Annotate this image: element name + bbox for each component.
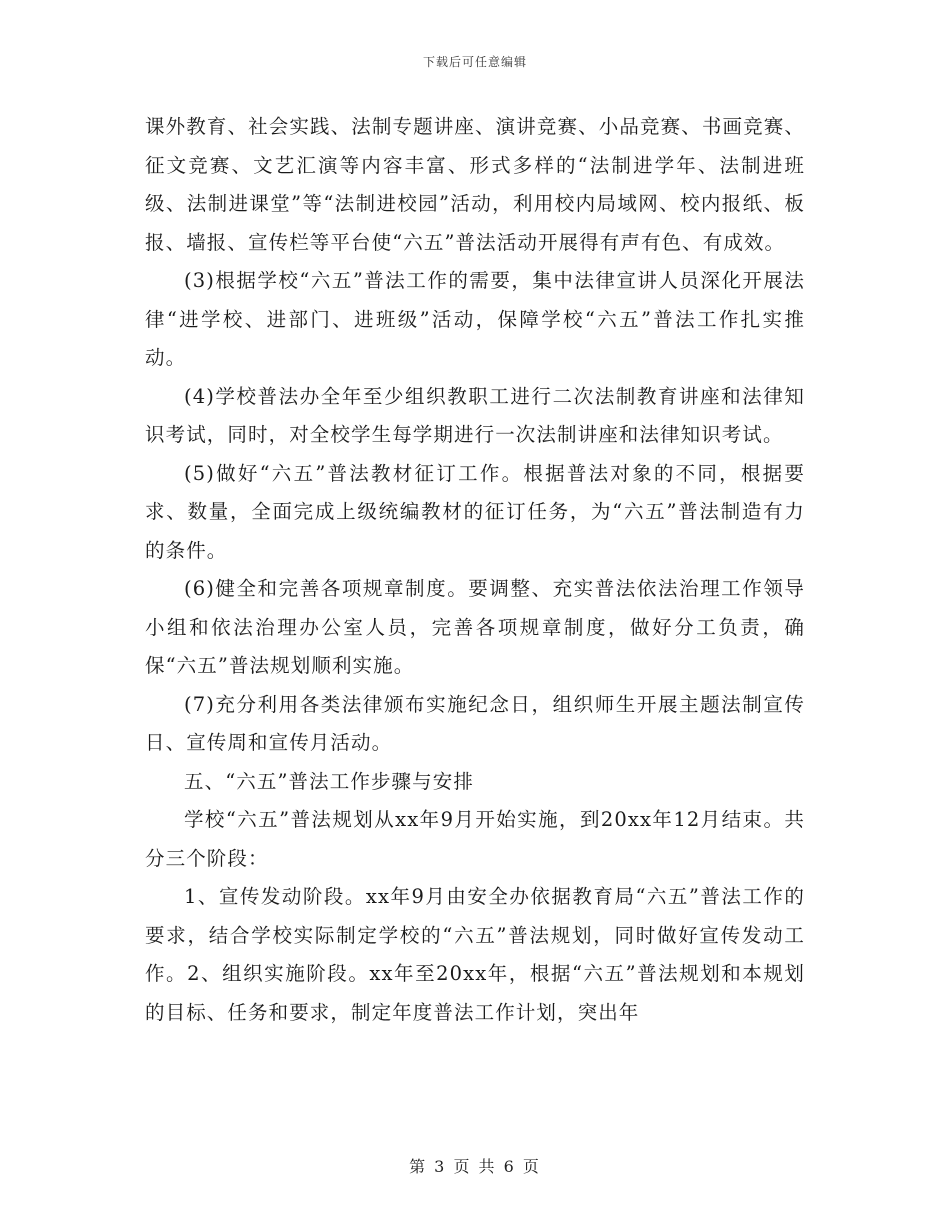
paragraph-item-4: (4)学校普法办全年至少组织教职工进行二次法制教育讲座和法律知识考试，同时，对全校学生每学期进行一次法制讲座和法律知识考试。 (145, 384, 805, 446)
header-note: 下载后可任意编辑 (422, 55, 527, 69)
paragraph-stages: 1、宣传发动阶段。xx年9月由安全办依据教育局“六五”普法工作的要求，结合学校实际制定学校的“六五”普法规划，同时做好宣传发动工作。2、组织实施阶段。xx年至20xx年，根据“六五”普法规划和本规划的目标、任务和要求，制定年度普法工作计划，突出年 (145, 885, 805, 1024)
paragraph-item-7: (7)充分利用各类法律颁布实施纪念日，组织师生开展主题法制宣传日、宣传周和宣传月活动。 (145, 692, 805, 754)
document-body (145, 108, 805, 1032)
page-number: 第 3 页 共 6 页 (409, 1157, 541, 1176)
paragraph-item-3: (3)根据学校“六五”普法工作的需要，集中法律宣讲人员深化开展法律“进学校、进部门、进班级”活动，保障学校“六五”普法工作扎实推动。 (145, 269, 805, 369)
section-heading-5: 五、“六五”普法工作步骤与安排 (184, 769, 474, 793)
paragraph-continued: 课外教育、社会实践、法制专题讲座、演讲竞赛、小品竞赛、书画竞赛、征文竞赛、文艺汇演等内容丰富、形式多样的“法制进学年、法制进班级、法制进课堂”等“法制进校园”活动，利用校内局域网、校内报纸、板报、墙报、宣传栏等平台使“六五”普法活动开展得有声有色、有成效。 (145, 115, 805, 254)
paragraph-item-5: (5)做好“六五”普法教材征订工作。根据普法对象的不同，根据要求、数量，全面完成上级统编教材的征订任务，为“六五”普法制造有力的条件。 (145, 461, 805, 562)
paragraph-item-6: (6)健全和完善各项规章制度。要调整、充实普法依法治理工作领导小组和依法治理办公室人员，完善各项规章制度，做好分工负责，确保“六五”普法规划顺利实施。 (145, 577, 805, 677)
paragraph-schedule-intro: 学校“六五”普法规划从xx年9月开始实施，到20xx年12月结束。共分三个阶段： (145, 808, 805, 870)
